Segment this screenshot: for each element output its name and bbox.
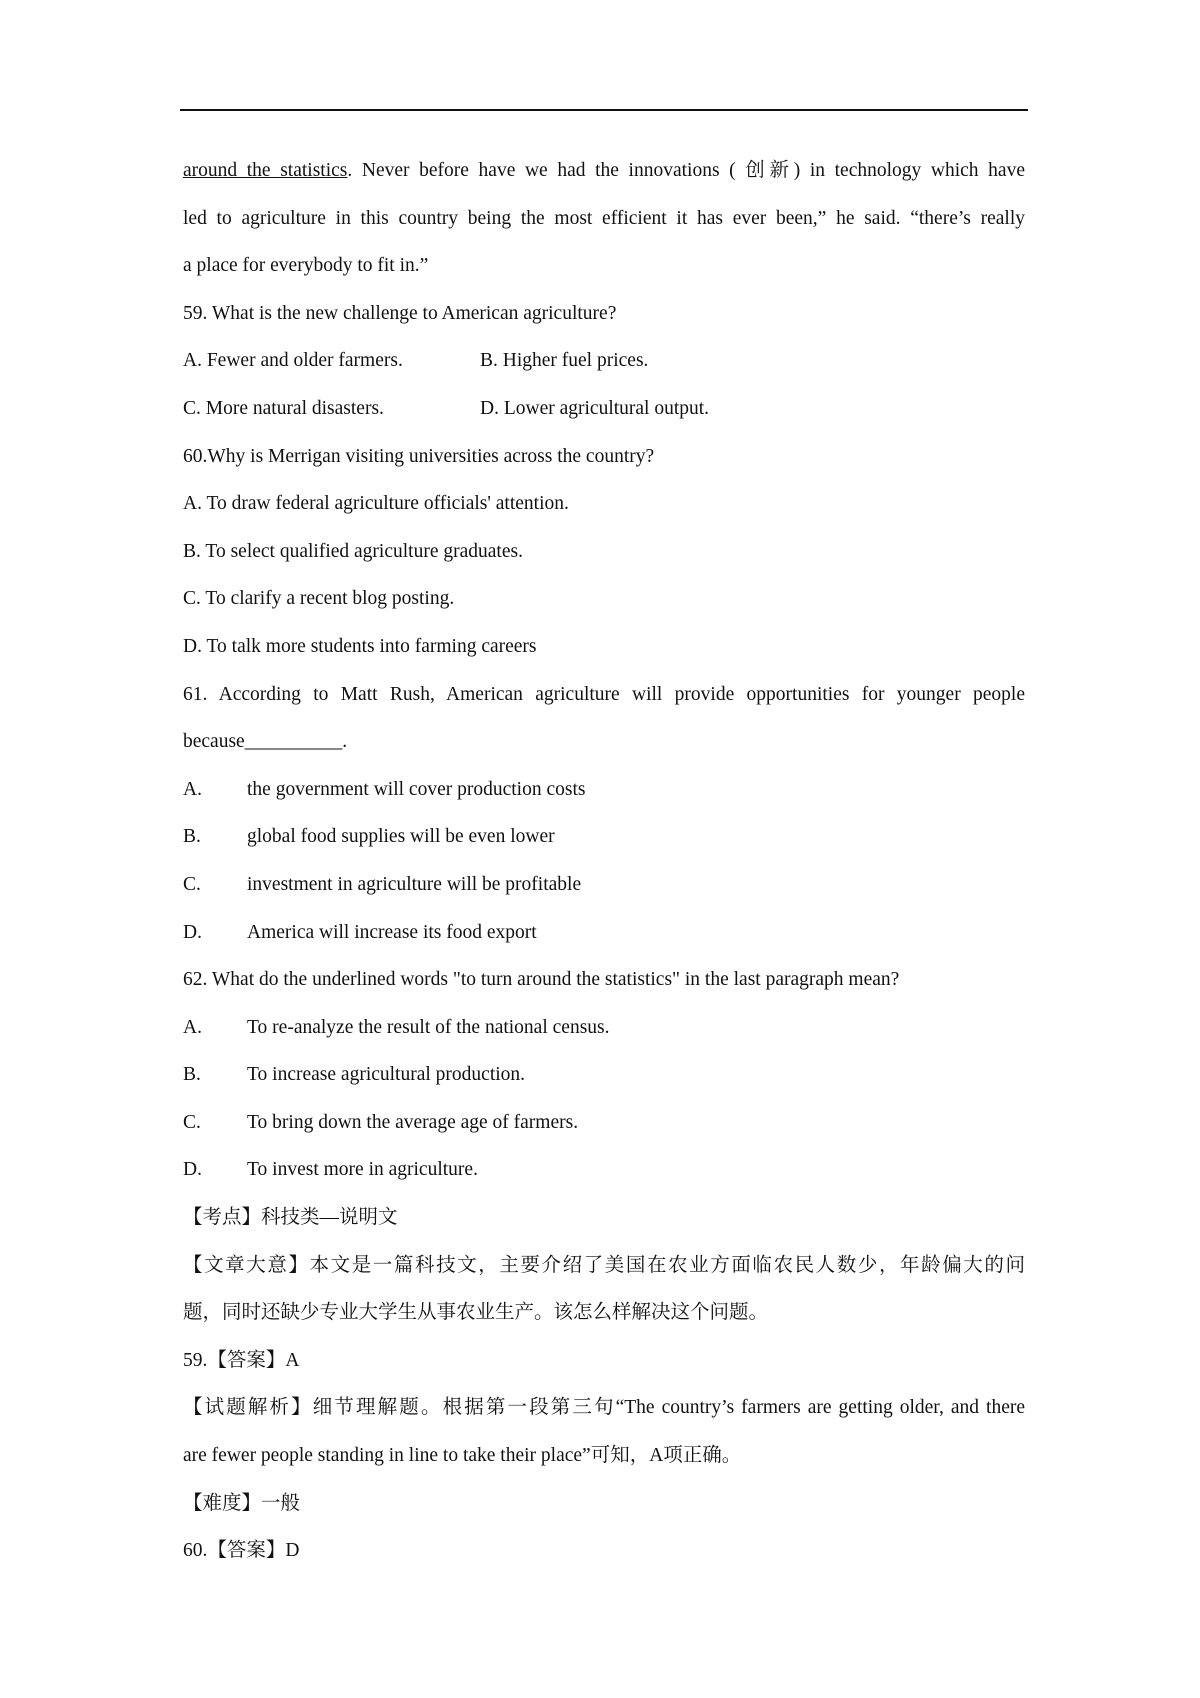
- question-59-row-1: [183, 337, 1025, 385]
- question-59-stem: 59. What is the new challenge to American agriculture?: [183, 302, 617, 324]
- option-d: D. America will increase its food export: [183, 921, 537, 943]
- underlined-phrase: around the statistics: [183, 160, 348, 181]
- option-d: D. To invest more in agriculture.: [183, 1159, 478, 1181]
- analysis-explanation: 【试题解析】细节理解题。根据第一段第三句“The country’s farmers are getting older, and there: [183, 1397, 1025, 1419]
- analysis-kaodian: 【考点】科技类—说明文: [183, 1207, 398, 1229]
- question-61-stem: 61. According to Matt Rush, American agriculture will provide opportunities for younger people: [183, 683, 1025, 705]
- document-body: [183, 147, 1025, 1575]
- analysis-summary: 【文章大意】本文是一篇科技文，主要介绍了美国在农业方面临农民人数少，年龄偏大的问: [183, 1254, 1025, 1276]
- answer-60: 60.【答案】D: [183, 1540, 300, 1562]
- option-c: C. More natural disasters.: [183, 397, 384, 419]
- option-b: B. Higher fuel prices.: [480, 350, 649, 372]
- option-b: B. global food supplies will be even lower: [183, 826, 555, 848]
- option-a: A. To draw federal agriculture officials' attention.: [183, 493, 569, 515]
- question-61-stem-cont: because__________.: [183, 731, 348, 753]
- option-d: D. Lower agricultural output.: [480, 397, 710, 419]
- option-d: D. To talk more students into farming careers: [183, 635, 537, 657]
- option-b: B. To select qualified agriculture graduates.: [183, 540, 523, 562]
- passage-line: a place for everybody to fit in.”: [183, 255, 429, 277]
- analysis-summary-cont: 题，同时还缺少专业大学生从事农业生产。该怎么样解决这个问题。: [183, 1302, 769, 1324]
- question-60-stem: 60.Why is Merrigan visiting universities across the country?: [183, 445, 655, 467]
- option-a: A. To re-analyze the result of the national census.: [183, 1016, 610, 1038]
- header-rule: [180, 109, 1028, 111]
- option-c: C. To clarify a recent blog posting.: [183, 588, 455, 610]
- question-59-row-2: [183, 385, 1025, 433]
- option-c: C. To bring down the average age of farmers.: [183, 1111, 579, 1133]
- passage-line: led to agriculture in this country being the most efficient it has ever been,” he said. “there’s really: [183, 207, 1025, 229]
- analysis-explanation-cont: are fewer people standing in line to take their place”可知，A项正确。: [183, 1445, 742, 1467]
- option-c: C. investment in agriculture will be profitable: [183, 873, 582, 895]
- option-a: A. the government will cover production costs: [183, 778, 586, 800]
- question-62-stem: 62. What do the underlined words "to turn around the statistics" in the last paragraph mean?: [183, 969, 900, 991]
- analysis-difficulty: 【难度】一般: [183, 1492, 301, 1514]
- answer-59: 59.【答案】A: [183, 1349, 300, 1371]
- option-b: B. To increase agricultural production.: [183, 1064, 526, 1086]
- option-a: A. Fewer and older farmers.: [183, 350, 403, 372]
- passage-line: around the statistics. Never before have we had the innovations ( 创新) in technology which have: [183, 160, 1025, 181]
